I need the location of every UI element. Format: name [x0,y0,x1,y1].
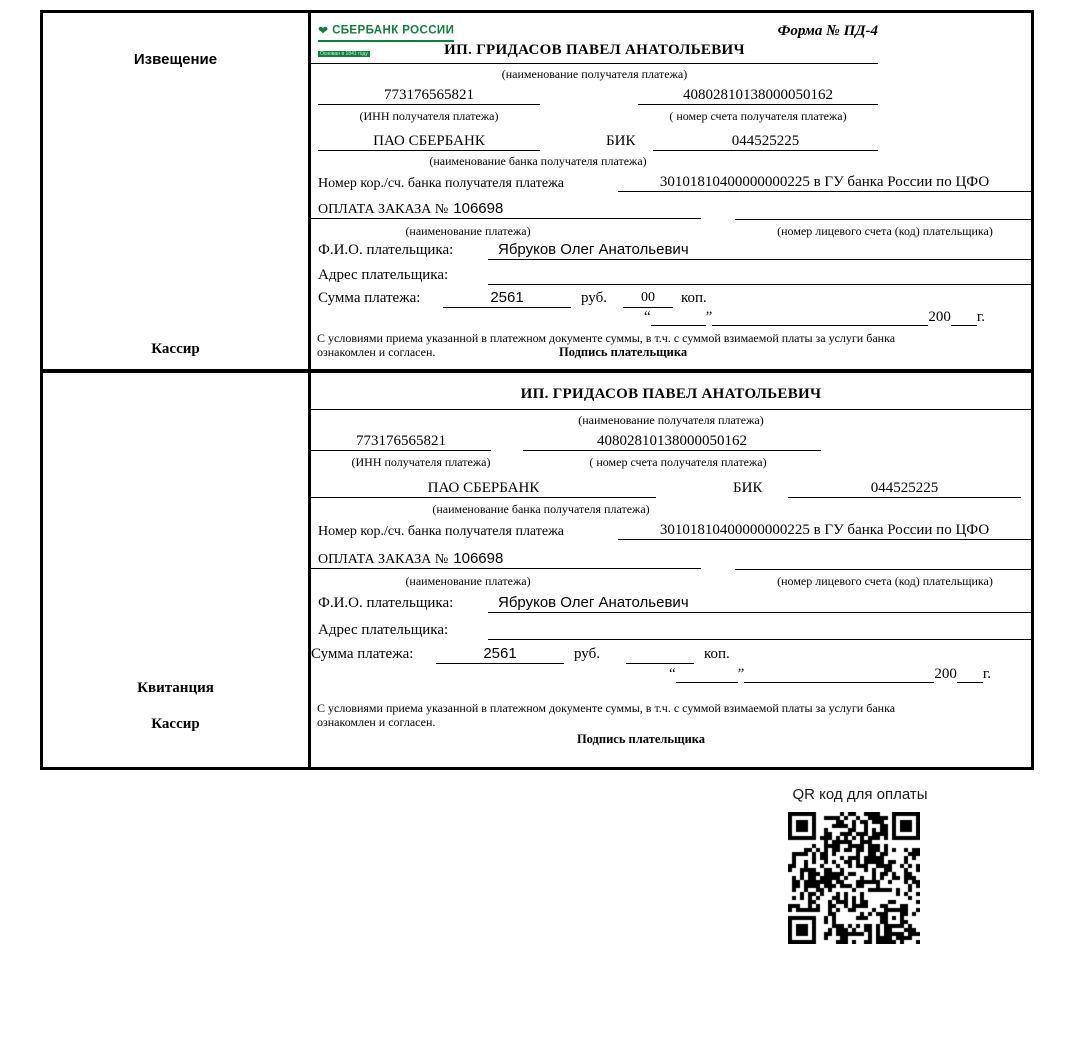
date-row [644,309,985,326]
sum-label: Сумма платежа: [311,646,414,662]
corr-account-label: Номер кор./сч. банка получателя платежа [318,524,564,539]
sberbank-tagline: Основан в 1841 году [320,51,368,57]
fio-field: Ябруков Олег Анатольевич [488,240,1031,260]
caption-account: ( номер счета получателя платежа) [589,455,767,469]
sberbank-heart-icon: ❤ [318,23,329,38]
rub-label: руб. [581,290,607,306]
notice-section [43,13,1031,373]
kop-field: 00 [623,288,673,308]
receipt-side-label: Квитанция [137,680,214,696]
date-year-prefix: 200 [934,666,957,682]
recipient-title: ИП. ГРИДАСОВ ПАВЕЛ АНАТОЛЬЕВИЧ [520,386,822,402]
fio-field: Ябруков Олег Анатольевич [488,593,1031,613]
signature-label: Подпись плательщика [576,732,706,746]
sum-field: 2561 [436,644,564,664]
personal-account-line [735,219,1031,220]
address-field [488,265,1031,285]
bank-name-field: ПАО СБЕРБАНК [318,131,540,151]
date-year-line [957,668,983,683]
caption-personal-account: (номер лицевого счета (код) плательщика) [777,224,993,238]
sum-label: Сумма платежа: [318,290,421,306]
payment-purpose-label: ОПЛАТА ЗАКАЗА № [318,202,449,217]
date-quote-open: “ [644,309,651,325]
date-year-suffix: г. [976,309,986,325]
qr-code [788,812,920,944]
agreement-line2: ознакомлен и согласен. [317,715,436,729]
date-quote-open: “ [669,666,676,682]
inn-field: 773176565821 [318,85,540,105]
rub-label: руб. [574,646,600,662]
date-row [669,666,991,683]
pd4-document [40,10,1034,770]
caption-personal-account: (номер лицевого счета (код) плательщика) [777,574,993,588]
address-label: Адрес плательщика: [318,267,449,283]
caption-account: ( номер счета получателя платежа) [669,109,847,123]
bik-field: 044525225 [788,478,1021,498]
address-field [488,620,1031,640]
date-day-line [651,311,706,326]
kop-label: коп. [704,646,730,662]
payment-purpose-field [311,199,701,219]
payment-purpose-value: 106698 [453,550,504,567]
corr-account-field: 30101810400000000225 в ГУ банка России по ЦФО [618,172,1031,192]
title-underline [311,409,1031,410]
personal-account-line [735,569,1031,570]
date-month-line [712,311,928,326]
date-year-suffix: г. [982,666,992,682]
caption-inn: (ИНН получателя платежа) [359,109,499,123]
corr-account-label: Номер кор./сч. банка получателя платежа [318,176,564,191]
receipt-cashier-label: Кассир [151,716,200,732]
qr-label: QR код для оплаты [792,786,928,803]
receipt-left-cell [43,373,311,767]
bik-label: БИК [606,133,636,149]
caption-recipient: (наименование получателя платежа) [501,67,688,81]
agreement-line1: С условиями приема указанной в платежном документе суммы, в т.ч. с суммой взимаемой платы за услуги банка [317,331,896,345]
account-field: 40802810138000050162 [638,85,878,105]
date-year-prefix: 200 [928,309,951,325]
fio-label: Ф.И.О. плательщика: [318,242,454,258]
corr-account-field: 30101810400000000225 в ГУ банка России по ЦФО [618,520,1031,540]
caption-purpose: (наименование платежа) [405,574,531,588]
sberbank-brand-text: СБЕРБАНК РОССИИ [332,24,455,37]
account-field: 40802810138000050162 [523,431,821,451]
date-day-line [676,668,738,683]
payment-purpose-field [311,549,701,569]
inn-field: 773176565821 [311,431,491,451]
notice-form-area [311,13,1031,369]
title-underline [311,63,878,64]
signature-label: Подпись плательщика [559,345,688,359]
notice-left-cell [43,13,311,369]
caption-bank: (наименование банка получателя платежа) [432,502,650,516]
date-year-line [951,311,977,326]
kop-label: коп. [681,290,707,306]
bik-field: 044525225 [653,131,878,151]
form-number: Форма № ПД-4 [777,23,878,39]
sum-field: 2561 [443,288,571,308]
payment-purpose-value: 106698 [453,200,504,217]
date-month-line [744,668,934,683]
agreement-line2: ознакомлен и согласен. [317,345,436,359]
payment-purpose-label: ОПЛАТА ЗАКАЗА № [318,552,449,567]
agreement-line1: С условиями приема указанной в платежном документе суммы, в т.ч. с суммой взимаемой платы за услуги банка [317,701,896,715]
recipient-title: ИП. ГРИДАСОВ ПАВЕЛ АНАТОЛЬЕВИЧ [444,42,745,58]
fio-label: Ф.И.О. плательщика: [318,595,454,611]
notice-side-label: Извещение [133,51,218,68]
caption-inn: (ИНН получателя платежа) [351,455,491,469]
bik-label: БИК [733,480,763,496]
date-quote-close: ” [705,309,713,325]
kop-field [626,644,694,664]
receipt-form-area [311,373,1031,767]
caption-bank: (наименование банка получателя платежа) [429,154,647,168]
caption-recipient: (наименование получателя платежа) [578,413,764,427]
receipt-section [43,373,1031,767]
caption-purpose: (наименование платежа) [405,224,531,238]
notice-cashier-label: Кассир [151,341,200,357]
address-label: Адрес плательщика: [318,622,449,638]
bank-name-field: ПАО СБЕРБАНК [311,478,656,498]
date-quote-close: ” [737,666,745,682]
agreement-text [317,701,977,729]
